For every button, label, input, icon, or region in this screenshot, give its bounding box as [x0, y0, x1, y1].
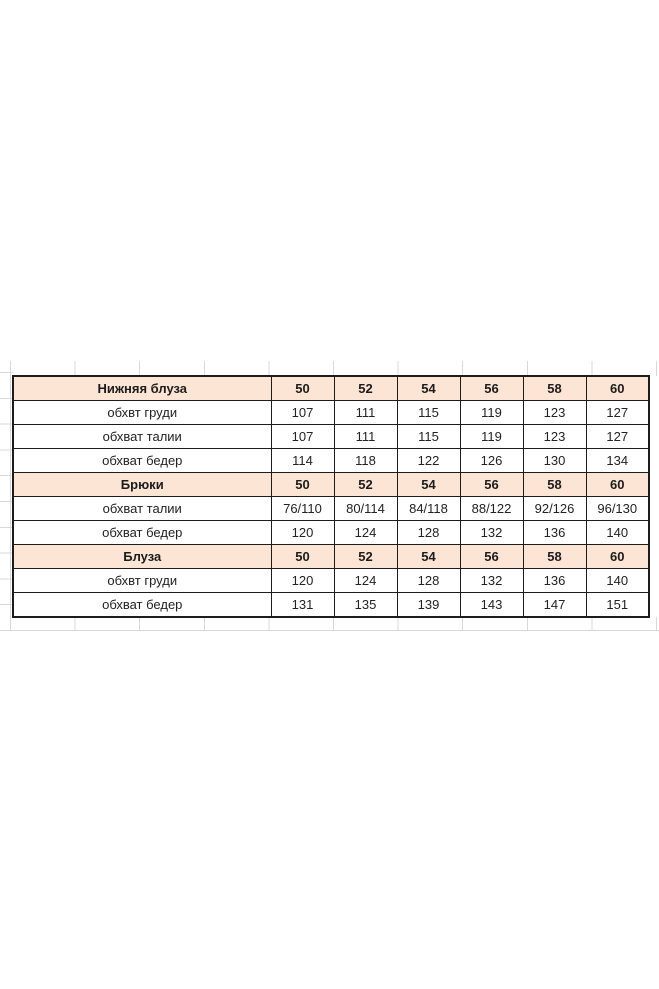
- value-cell: 132: [460, 569, 523, 593]
- size-header-cell: 50: [271, 545, 334, 569]
- value-cell: 126: [460, 449, 523, 473]
- section-title-cell: Брюки: [13, 473, 271, 497]
- size-header-cell: 54: [397, 545, 460, 569]
- section-header-row: [13, 376, 649, 401]
- value-cell: 135: [334, 593, 397, 618]
- value-cell: 127: [586, 401, 649, 425]
- value-cell: 80/114: [334, 497, 397, 521]
- value-cell: 134: [586, 449, 649, 473]
- size-header-cell: 60: [586, 376, 649, 401]
- measure-label-cell: обхват бедер: [13, 521, 271, 545]
- section-header-row: [13, 545, 649, 569]
- value-cell: 131: [271, 593, 334, 618]
- value-cell: 123: [523, 401, 586, 425]
- table-row: [13, 401, 649, 425]
- gridline-band-top: [10, 361, 659, 376]
- gridline-bottom-row: [0, 630, 659, 631]
- value-cell: 119: [460, 425, 523, 449]
- size-header-cell: 52: [334, 376, 397, 401]
- size-header-cell: 58: [523, 545, 586, 569]
- value-cell: 118: [334, 449, 397, 473]
- table-row: [13, 569, 649, 593]
- value-cell: 143: [460, 593, 523, 618]
- gridline-band-bottom: [10, 617, 659, 631]
- value-cell: 139: [397, 593, 460, 618]
- value-cell: 140: [586, 569, 649, 593]
- size-header-cell: 52: [334, 545, 397, 569]
- value-cell: 84/118: [397, 497, 460, 521]
- value-cell: 140: [586, 521, 649, 545]
- value-cell: 124: [334, 521, 397, 545]
- measure-label-cell: обхват бедер: [13, 449, 271, 473]
- size-header-cell: 56: [460, 545, 523, 569]
- size-header-cell: 56: [460, 473, 523, 497]
- measure-label-cell: обхват талии: [13, 425, 271, 449]
- table-row: [13, 521, 649, 545]
- value-cell: 128: [397, 521, 460, 545]
- measure-label-cell: обхвт груди: [13, 569, 271, 593]
- gridline-left-margin-column: [10, 361, 11, 631]
- size-header-cell: 60: [586, 473, 649, 497]
- value-cell: 76/110: [271, 497, 334, 521]
- size-header-cell: 50: [271, 473, 334, 497]
- value-cell: 127: [586, 425, 649, 449]
- value-cell: 120: [271, 521, 334, 545]
- section-header-row: [13, 473, 649, 497]
- value-cell: 132: [460, 521, 523, 545]
- table-row: [13, 593, 649, 618]
- value-cell: 147: [523, 593, 586, 618]
- measure-label-cell: обхват талии: [13, 497, 271, 521]
- size-header-cell: 50: [271, 376, 334, 401]
- measure-label-cell: обхват бедер: [13, 593, 271, 618]
- value-cell: 115: [397, 401, 460, 425]
- value-cell: 120: [271, 569, 334, 593]
- size-header-cell: 52: [334, 473, 397, 497]
- value-cell: 122: [397, 449, 460, 473]
- size-header-cell: 58: [523, 376, 586, 401]
- value-cell: 111: [334, 401, 397, 425]
- section-title-cell: Нижняя блуза: [13, 376, 271, 401]
- value-cell: 130: [523, 449, 586, 473]
- value-cell: 92/126: [523, 497, 586, 521]
- value-cell: 123: [523, 425, 586, 449]
- value-cell: 107: [271, 425, 334, 449]
- value-cell: 119: [460, 401, 523, 425]
- size-header-cell: 54: [397, 473, 460, 497]
- value-cell: 96/130: [586, 497, 649, 521]
- value-cell: 107: [271, 401, 334, 425]
- value-cell: 151: [586, 593, 649, 618]
- table-row: [13, 449, 649, 473]
- value-cell: 124: [334, 569, 397, 593]
- measure-label-cell: обхвт груди: [13, 401, 271, 425]
- value-cell: 136: [523, 521, 586, 545]
- size-header-cell: 60: [586, 545, 649, 569]
- value-cell: 88/122: [460, 497, 523, 521]
- value-cell: 128: [397, 569, 460, 593]
- size-header-cell: 56: [460, 376, 523, 401]
- value-cell: 111: [334, 425, 397, 449]
- section-title-cell: Блуза: [13, 545, 271, 569]
- size-chart-table: [12, 375, 650, 618]
- value-cell: 114: [271, 449, 334, 473]
- size-header-cell: 58: [523, 473, 586, 497]
- table-row: [13, 497, 649, 521]
- value-cell: 115: [397, 425, 460, 449]
- size-header-cell: 54: [397, 376, 460, 401]
- table-row: [13, 425, 649, 449]
- value-cell: 136: [523, 569, 586, 593]
